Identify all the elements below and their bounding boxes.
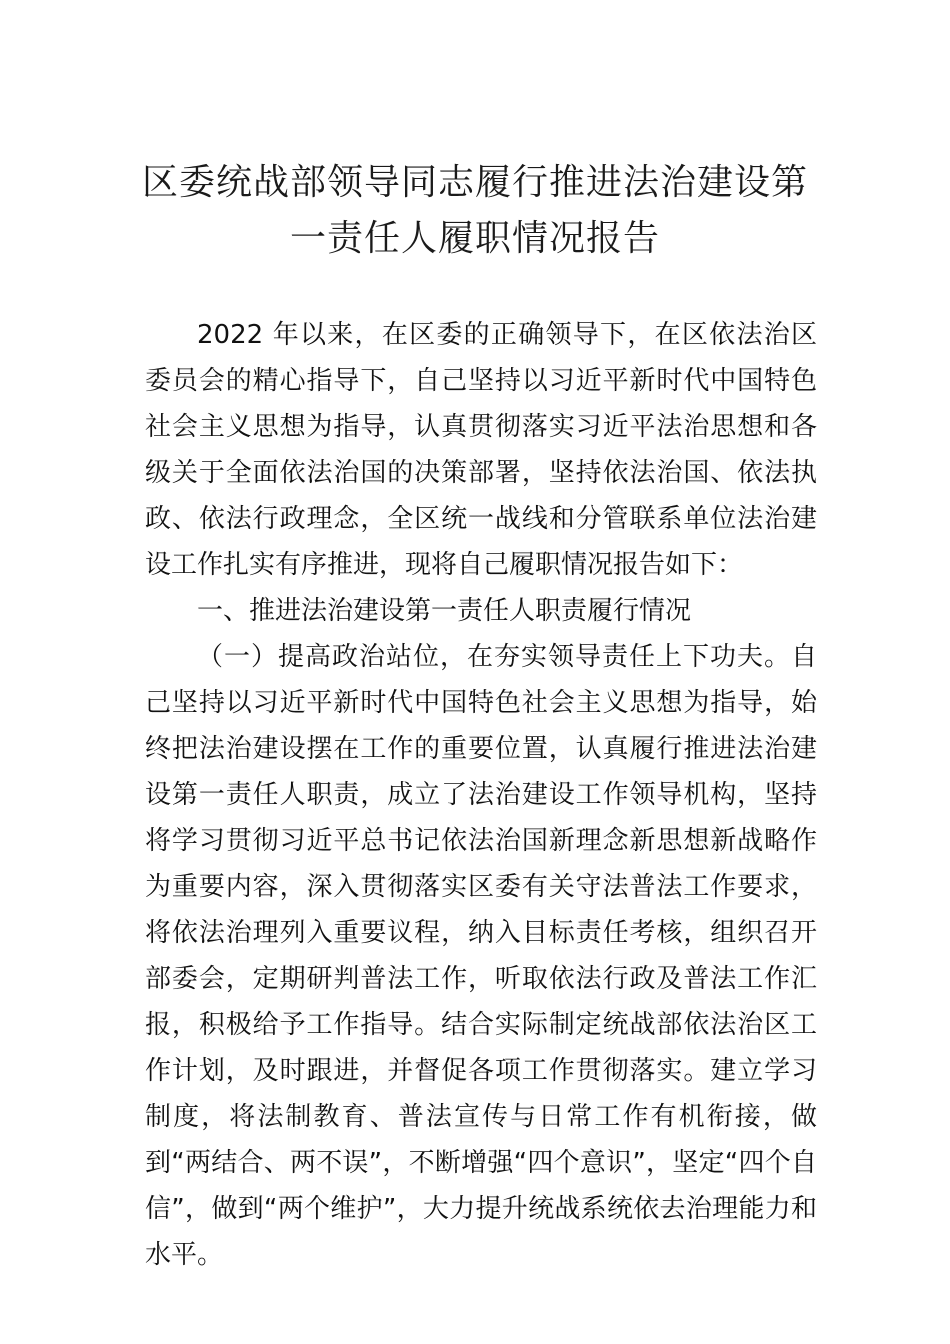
subsection-paragraph: （一）提高政治站位，在夯实领导责任上下功夫。自己坚持以习近平新时代中国特色社会主义思想为指导，始终把法治建设摆在工作的重要位置，认真履行推进法治建设第一责任人职责，成立了法治建设工作领导机构，坚持将学习贯彻习近平总书记依法治国新理念新思想新战略作为重要内容，深入贯彻落实区委有关守法普法工作要求，将依法治理列入重要议程，纳入目标责任考核，组织召开部委会，定期研判普法工作，听取依法行政及普法工作汇报，积极给予工作指导。结合实际制定统战部依法治区工作计划，及时跟进，并督促各项工作贯彻落实。建立学习制度，将法制教育、普法宣传与日常工作有机衔接，做到“两结合、两不误”，不断增强“四个意识”，坚定“四个自信”，做到“两个维护”，大力提升统战系统依去治理能力和水平。 [145, 642, 817, 1270]
intro-paragraph: 2022 年以来，在区委的正确领导下，在区依法治区委员会的精心指导下，自己坚持以习近平新时代中国特色社会主义思想为指导，认真贯彻落实习近平法治思想和各级关于全面依法治国的决策部署，坚持依法治国、依法执政、依法行政理念，全区统一战线和分管联系单位法治建设工作扎实有序推进，现将自己履职情况报告如下： [145, 320, 817, 580]
section-heading: 一、推进法治建设第一责任人职责履行情况 [197, 596, 692, 626]
title-line-1: 区委统战部领导同志履行推进法治建设第 [141, 162, 808, 203]
document-title [120, 155, 830, 267]
title-line-2: 一责任人履职情况报告 [289, 218, 660, 259]
document-body [145, 312, 817, 1278]
